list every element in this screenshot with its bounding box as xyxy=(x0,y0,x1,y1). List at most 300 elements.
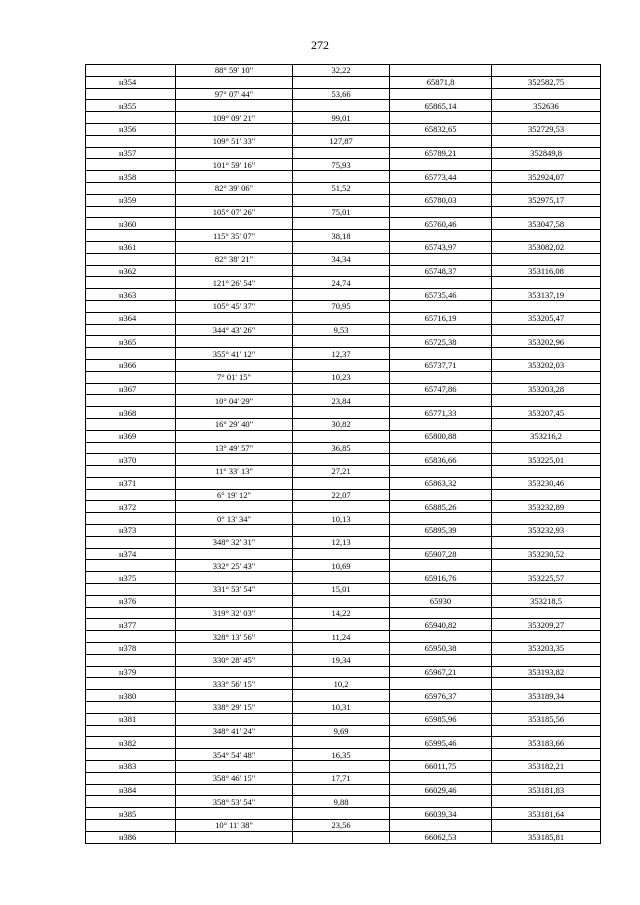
y-coordinate-cell: 352582,75 xyxy=(492,76,601,88)
table-row xyxy=(86,289,601,301)
segment-length-cell: 51,52 xyxy=(293,182,390,194)
x-coordinate-cell: 65967,21 xyxy=(390,666,492,678)
x-coordinate-cell: 65836,66 xyxy=(390,454,492,466)
y-coordinate-cell xyxy=(492,536,601,548)
x-coordinate-cell xyxy=(390,796,492,808)
y-coordinate-cell xyxy=(492,395,601,407)
y-coordinate-cell xyxy=(492,489,601,501)
direction-angle-cell xyxy=(176,595,293,607)
point-name-cell xyxy=(86,371,176,383)
x-coordinate-cell xyxy=(390,607,492,619)
direction-angle-cell xyxy=(176,100,293,112)
direction-angle-cell xyxy=(176,407,293,419)
x-coordinate-cell xyxy=(390,702,492,714)
y-coordinate-cell: 353116,08 xyxy=(492,265,601,277)
segment-length-cell: 23,56 xyxy=(293,820,390,832)
y-coordinate-cell: 352849,8 xyxy=(492,147,601,159)
segment-length-cell: 9,69 xyxy=(293,725,390,737)
y-coordinate-cell: 353181,83 xyxy=(492,784,601,796)
y-coordinate-cell: 353082,02 xyxy=(492,241,601,253)
direction-angle-cell: 16° 29' 40" xyxy=(176,418,293,430)
segment-length-cell: 9,88 xyxy=(293,796,390,808)
segment-length-cell xyxy=(293,76,390,88)
x-coordinate-cell: 65976,37 xyxy=(390,690,492,702)
y-coordinate-cell xyxy=(492,466,601,478)
table-row xyxy=(86,348,601,360)
segment-length-cell: 12,37 xyxy=(293,348,390,360)
y-coordinate-cell xyxy=(492,631,601,643)
x-coordinate-cell xyxy=(390,88,492,100)
x-coordinate-cell xyxy=(390,654,492,666)
direction-angle-cell xyxy=(176,359,293,371)
table-row xyxy=(86,501,601,513)
point-name-cell: н362 xyxy=(86,265,176,277)
y-coordinate-cell xyxy=(492,796,601,808)
direction-angle-cell: 82° 39' 06" xyxy=(176,182,293,194)
segment-length-cell xyxy=(293,713,390,725)
y-coordinate-cell: 353182,21 xyxy=(492,761,601,773)
point-name-cell: н375 xyxy=(86,572,176,584)
point-name-cell: н364 xyxy=(86,312,176,324)
x-coordinate-cell xyxy=(390,489,492,501)
point-name-cell xyxy=(86,631,176,643)
table-row xyxy=(86,808,601,820)
segment-length-cell: 30,82 xyxy=(293,418,390,430)
table-row xyxy=(86,371,601,383)
point-name-cell: н368 xyxy=(86,407,176,419)
table-row xyxy=(86,607,601,619)
table-row xyxy=(86,584,601,596)
y-coordinate-cell xyxy=(492,112,601,124)
table-row xyxy=(86,112,601,124)
direction-angle-cell xyxy=(176,666,293,678)
segment-length-cell xyxy=(293,383,390,395)
y-coordinate-cell xyxy=(492,253,601,265)
table-row xyxy=(86,631,601,643)
direction-angle-cell xyxy=(176,430,293,442)
y-coordinate-cell: 353181,64 xyxy=(492,808,601,820)
x-coordinate-cell: 65760,46 xyxy=(390,218,492,230)
point-name-cell xyxy=(86,135,176,147)
segment-length-cell xyxy=(293,619,390,631)
point-name-cell: н373 xyxy=(86,525,176,537)
y-coordinate-cell: 352636 xyxy=(492,100,601,112)
segment-length-cell: 75,01 xyxy=(293,206,390,218)
segment-length-cell: 27,21 xyxy=(293,466,390,478)
direction-angle-cell: 348° 32' 31" xyxy=(176,536,293,548)
point-name-cell: н384 xyxy=(86,784,176,796)
segment-length-cell: 34,34 xyxy=(293,253,390,265)
x-coordinate-cell xyxy=(390,182,492,194)
y-coordinate-cell xyxy=(492,749,601,761)
direction-angle-cell: 348° 41' 24" xyxy=(176,725,293,737)
x-coordinate-cell xyxy=(390,253,492,265)
x-coordinate-cell: 65985,96 xyxy=(390,713,492,725)
y-coordinate-cell: 353202,03 xyxy=(492,359,601,371)
table-row xyxy=(86,489,601,501)
segment-length-cell xyxy=(293,595,390,607)
x-coordinate-cell xyxy=(390,395,492,407)
direction-angle-cell: 331° 53' 54" xyxy=(176,584,293,596)
y-coordinate-cell: 353047,58 xyxy=(492,218,601,230)
y-coordinate-cell: 353205,47 xyxy=(492,312,601,324)
point-name-cell: н366 xyxy=(86,359,176,371)
point-name-cell: н357 xyxy=(86,147,176,159)
y-coordinate-cell xyxy=(492,560,601,572)
x-coordinate-cell: 65771,33 xyxy=(390,407,492,419)
point-name-cell: н355 xyxy=(86,100,176,112)
y-coordinate-cell: 353232,89 xyxy=(492,501,601,513)
direction-angle-cell xyxy=(176,76,293,88)
y-coordinate-cell xyxy=(492,135,601,147)
table-row xyxy=(86,65,601,77)
y-coordinate-cell: 353202,96 xyxy=(492,336,601,348)
direction-angle-cell xyxy=(176,123,293,135)
segment-length-cell: 19,34 xyxy=(293,654,390,666)
segment-length-cell: 38,18 xyxy=(293,230,390,242)
point-name-cell: н372 xyxy=(86,501,176,513)
table-row xyxy=(86,76,601,88)
direction-angle-cell: 332° 25' 43" xyxy=(176,560,293,572)
segment-length-cell xyxy=(293,289,390,301)
segment-length-cell xyxy=(293,312,390,324)
x-coordinate-cell xyxy=(390,348,492,360)
direction-angle-cell xyxy=(176,194,293,206)
segment-length-cell xyxy=(293,501,390,513)
y-coordinate-cell: 353230,52 xyxy=(492,548,601,560)
point-name-cell: н383 xyxy=(86,761,176,773)
segment-length-cell xyxy=(293,548,390,560)
y-coordinate-cell xyxy=(492,678,601,690)
y-coordinate-cell xyxy=(492,300,601,312)
point-name-cell: н361 xyxy=(86,241,176,253)
point-name-cell xyxy=(86,560,176,572)
table-row xyxy=(86,536,601,548)
segment-length-cell: 14,22 xyxy=(293,607,390,619)
segment-length-cell: 22,07 xyxy=(293,489,390,501)
point-name-cell: н354 xyxy=(86,76,176,88)
x-coordinate-cell xyxy=(390,725,492,737)
direction-angle-cell: 97° 07' 44" xyxy=(176,88,293,100)
table-row xyxy=(86,312,601,324)
segment-length-cell: 10,23 xyxy=(293,371,390,383)
point-name-cell: н377 xyxy=(86,619,176,631)
y-coordinate-cell xyxy=(492,277,601,289)
page-number: 272 xyxy=(311,38,329,52)
x-coordinate-cell: 65871,8 xyxy=(390,76,492,88)
direction-angle-cell: 0° 13' 34" xyxy=(176,513,293,525)
direction-angle-cell: 319° 32' 03" xyxy=(176,607,293,619)
direction-angle-cell: 344° 43' 26" xyxy=(176,324,293,336)
y-coordinate-cell xyxy=(492,772,601,784)
x-coordinate-cell: 65716,19 xyxy=(390,312,492,324)
direction-angle-cell xyxy=(176,171,293,183)
direction-angle-cell: 88° 59' 10" xyxy=(176,65,293,77)
point-name-cell: н379 xyxy=(86,666,176,678)
table-row xyxy=(86,241,601,253)
y-coordinate-cell xyxy=(492,159,601,171)
x-coordinate-cell xyxy=(390,135,492,147)
x-coordinate-cell xyxy=(390,466,492,478)
segment-length-cell: 99,01 xyxy=(293,112,390,124)
table-row xyxy=(86,218,601,230)
y-coordinate-cell xyxy=(492,654,601,666)
point-name-cell xyxy=(86,300,176,312)
table-row xyxy=(86,666,601,678)
table-row xyxy=(86,749,601,761)
x-coordinate-cell xyxy=(390,277,492,289)
table-row xyxy=(86,442,601,454)
point-name-cell xyxy=(86,65,176,77)
y-coordinate-cell xyxy=(492,348,601,360)
y-coordinate-cell xyxy=(492,820,601,832)
y-coordinate-cell: 353230,46 xyxy=(492,477,601,489)
x-coordinate-cell: 65930 xyxy=(390,595,492,607)
direction-angle-cell xyxy=(176,477,293,489)
y-coordinate-cell xyxy=(492,513,601,525)
direction-angle-cell xyxy=(176,761,293,773)
table-row xyxy=(86,100,601,112)
direction-angle-cell xyxy=(176,336,293,348)
point-name-cell: н370 xyxy=(86,454,176,466)
table-row xyxy=(86,772,601,784)
x-coordinate-cell xyxy=(390,584,492,596)
point-name-cell xyxy=(86,348,176,360)
x-coordinate-cell xyxy=(390,536,492,548)
y-coordinate-cell xyxy=(492,206,601,218)
point-name-cell: н378 xyxy=(86,643,176,655)
direction-angle-cell: 330° 28' 45" xyxy=(176,654,293,666)
y-coordinate-cell: 353137,19 xyxy=(492,289,601,301)
point-name-cell xyxy=(86,418,176,430)
table-row xyxy=(86,395,601,407)
x-coordinate-cell xyxy=(390,230,492,242)
x-coordinate-cell: 65747,86 xyxy=(390,383,492,395)
segment-length-cell xyxy=(293,194,390,206)
direction-angle-cell xyxy=(176,525,293,537)
table-row xyxy=(86,359,601,371)
y-coordinate-cell: 353189,34 xyxy=(492,690,601,702)
table-row xyxy=(86,572,601,584)
x-coordinate-cell: 65773,44 xyxy=(390,171,492,183)
segment-length-cell: 16,35 xyxy=(293,749,390,761)
x-coordinate-cell: 65865,14 xyxy=(390,100,492,112)
y-coordinate-cell xyxy=(492,65,601,77)
coordinates-table xyxy=(85,64,601,844)
direction-angle-cell: 82° 38' 21" xyxy=(176,253,293,265)
y-coordinate-cell: 353203,35 xyxy=(492,643,601,655)
table-row xyxy=(86,725,601,737)
segment-length-cell xyxy=(293,100,390,112)
x-coordinate-cell: 65789,21 xyxy=(390,147,492,159)
table-row xyxy=(86,643,601,655)
segment-length-cell xyxy=(293,336,390,348)
direction-angle-cell: 13° 49' 57" xyxy=(176,442,293,454)
segment-length-cell xyxy=(293,407,390,419)
direction-angle-cell: 121° 26' 54" xyxy=(176,277,293,289)
x-coordinate-cell: 65832,65 xyxy=(390,123,492,135)
point-name-cell: н374 xyxy=(86,548,176,560)
segment-length-cell xyxy=(293,265,390,277)
point-name-cell xyxy=(86,277,176,289)
point-name-cell: н363 xyxy=(86,289,176,301)
direction-angle-cell xyxy=(176,454,293,466)
direction-angle-cell: 109° 09' 21" xyxy=(176,112,293,124)
direction-angle-cell: 333° 56' 15" xyxy=(176,678,293,690)
y-coordinate-cell: 352924,07 xyxy=(492,171,601,183)
table-row xyxy=(86,123,601,135)
y-coordinate-cell: 353225,01 xyxy=(492,454,601,466)
segment-length-cell: 36,85 xyxy=(293,442,390,454)
table-row xyxy=(86,595,601,607)
table-row xyxy=(86,477,601,489)
point-name-cell: н369 xyxy=(86,430,176,442)
point-name-cell: н360 xyxy=(86,218,176,230)
table-row xyxy=(86,513,601,525)
x-coordinate-cell xyxy=(390,300,492,312)
segment-length-cell xyxy=(293,572,390,584)
table-row xyxy=(86,454,601,466)
direction-angle-cell xyxy=(176,643,293,655)
y-coordinate-cell xyxy=(492,702,601,714)
x-coordinate-cell: 65895,39 xyxy=(390,525,492,537)
direction-angle-cell xyxy=(176,737,293,749)
table-row xyxy=(86,560,601,572)
segment-length-cell xyxy=(293,454,390,466)
point-name-cell xyxy=(86,820,176,832)
y-coordinate-cell: 352729,53 xyxy=(492,123,601,135)
table-row xyxy=(86,182,601,194)
table-row xyxy=(86,796,601,808)
x-coordinate-cell: 65780,03 xyxy=(390,194,492,206)
x-coordinate-cell: 65725,38 xyxy=(390,336,492,348)
x-coordinate-cell: 65737,71 xyxy=(390,359,492,371)
direction-angle-cell: 109° 51' 33" xyxy=(176,135,293,147)
point-name-cell: н365 xyxy=(86,336,176,348)
y-coordinate-cell: 353216,2 xyxy=(492,430,601,442)
point-name-cell xyxy=(86,489,176,501)
y-coordinate-cell: 353203,28 xyxy=(492,383,601,395)
segment-length-cell: 75,93 xyxy=(293,159,390,171)
table-row xyxy=(86,194,601,206)
segment-length-cell: 127,87 xyxy=(293,135,390,147)
x-coordinate-cell: 65907,28 xyxy=(390,548,492,560)
point-name-cell xyxy=(86,796,176,808)
x-coordinate-cell xyxy=(390,324,492,336)
x-coordinate-cell: 65800,88 xyxy=(390,430,492,442)
segment-length-cell xyxy=(293,525,390,537)
y-coordinate-cell xyxy=(492,324,601,336)
point-name-cell xyxy=(86,112,176,124)
x-coordinate-cell xyxy=(390,631,492,643)
table-row xyxy=(86,159,601,171)
x-coordinate-cell: 65885,26 xyxy=(390,501,492,513)
point-name-cell xyxy=(86,324,176,336)
direction-angle-cell xyxy=(176,713,293,725)
segment-length-cell xyxy=(293,808,390,820)
y-coordinate-cell xyxy=(492,230,601,242)
segment-length-cell xyxy=(293,831,390,843)
y-coordinate-cell xyxy=(492,725,601,737)
x-coordinate-cell xyxy=(390,678,492,690)
point-name-cell: н356 xyxy=(86,123,176,135)
direction-angle-cell: 105° 45' 37" xyxy=(176,300,293,312)
table-row xyxy=(86,466,601,478)
table-row xyxy=(86,713,601,725)
segment-length-cell xyxy=(293,737,390,749)
segment-length-cell xyxy=(293,430,390,442)
direction-angle-cell: 105° 07' 26" xyxy=(176,206,293,218)
y-coordinate-cell: 353207,45 xyxy=(492,407,601,419)
direction-angle-cell xyxy=(176,241,293,253)
y-coordinate-cell: 353185,56 xyxy=(492,713,601,725)
x-coordinate-cell xyxy=(390,560,492,572)
x-coordinate-cell: 65735,46 xyxy=(390,289,492,301)
point-name-cell xyxy=(86,702,176,714)
y-coordinate-cell: 353209,27 xyxy=(492,619,601,631)
point-name-cell xyxy=(86,395,176,407)
table-row xyxy=(86,230,601,242)
x-coordinate-cell xyxy=(390,371,492,383)
x-coordinate-cell xyxy=(390,418,492,430)
segment-length-cell: 12,13 xyxy=(293,536,390,548)
point-name-cell xyxy=(86,654,176,666)
direction-angle-cell xyxy=(176,383,293,395)
table-row xyxy=(86,831,601,843)
table-row xyxy=(86,88,601,100)
table-row xyxy=(86,430,601,442)
direction-angle-cell xyxy=(176,501,293,513)
segment-length-cell: 32,22 xyxy=(293,65,390,77)
x-coordinate-cell xyxy=(390,206,492,218)
y-coordinate-cell: 353232,93 xyxy=(492,525,601,537)
segment-length-cell xyxy=(293,218,390,230)
y-coordinate-cell xyxy=(492,442,601,454)
x-coordinate-cell: 65916,76 xyxy=(390,572,492,584)
x-coordinate-cell xyxy=(390,820,492,832)
direction-angle-cell: 6° 19' 12" xyxy=(176,489,293,501)
point-name-cell xyxy=(86,772,176,784)
segment-length-cell xyxy=(293,761,390,773)
point-name-cell: н381 xyxy=(86,713,176,725)
segment-length-cell: 53,66 xyxy=(293,88,390,100)
point-name-cell: н358 xyxy=(86,171,176,183)
direction-angle-cell xyxy=(176,147,293,159)
direction-angle-cell xyxy=(176,784,293,796)
table-row xyxy=(86,784,601,796)
segment-length-cell xyxy=(293,643,390,655)
segment-length-cell: 10,2 xyxy=(293,678,390,690)
table-row xyxy=(86,206,601,218)
x-coordinate-cell xyxy=(390,749,492,761)
segment-length-cell: 9,53 xyxy=(293,324,390,336)
y-coordinate-cell xyxy=(492,418,601,430)
point-name-cell: н385 xyxy=(86,808,176,820)
segment-length-cell xyxy=(293,690,390,702)
x-coordinate-cell: 65748,37 xyxy=(390,265,492,277)
y-coordinate-cell xyxy=(492,584,601,596)
table-row xyxy=(86,336,601,348)
segment-length-cell: 11,24 xyxy=(293,631,390,643)
direction-angle-cell: 115° 35' 07" xyxy=(176,230,293,242)
segment-length-cell xyxy=(293,784,390,796)
x-coordinate-cell: 66029,46 xyxy=(390,784,492,796)
direction-angle-cell: 358° 53' 54" xyxy=(176,796,293,808)
x-coordinate-cell xyxy=(390,65,492,77)
direction-angle-cell xyxy=(176,218,293,230)
point-name-cell xyxy=(86,88,176,100)
segment-length-cell: 17,71 xyxy=(293,772,390,784)
